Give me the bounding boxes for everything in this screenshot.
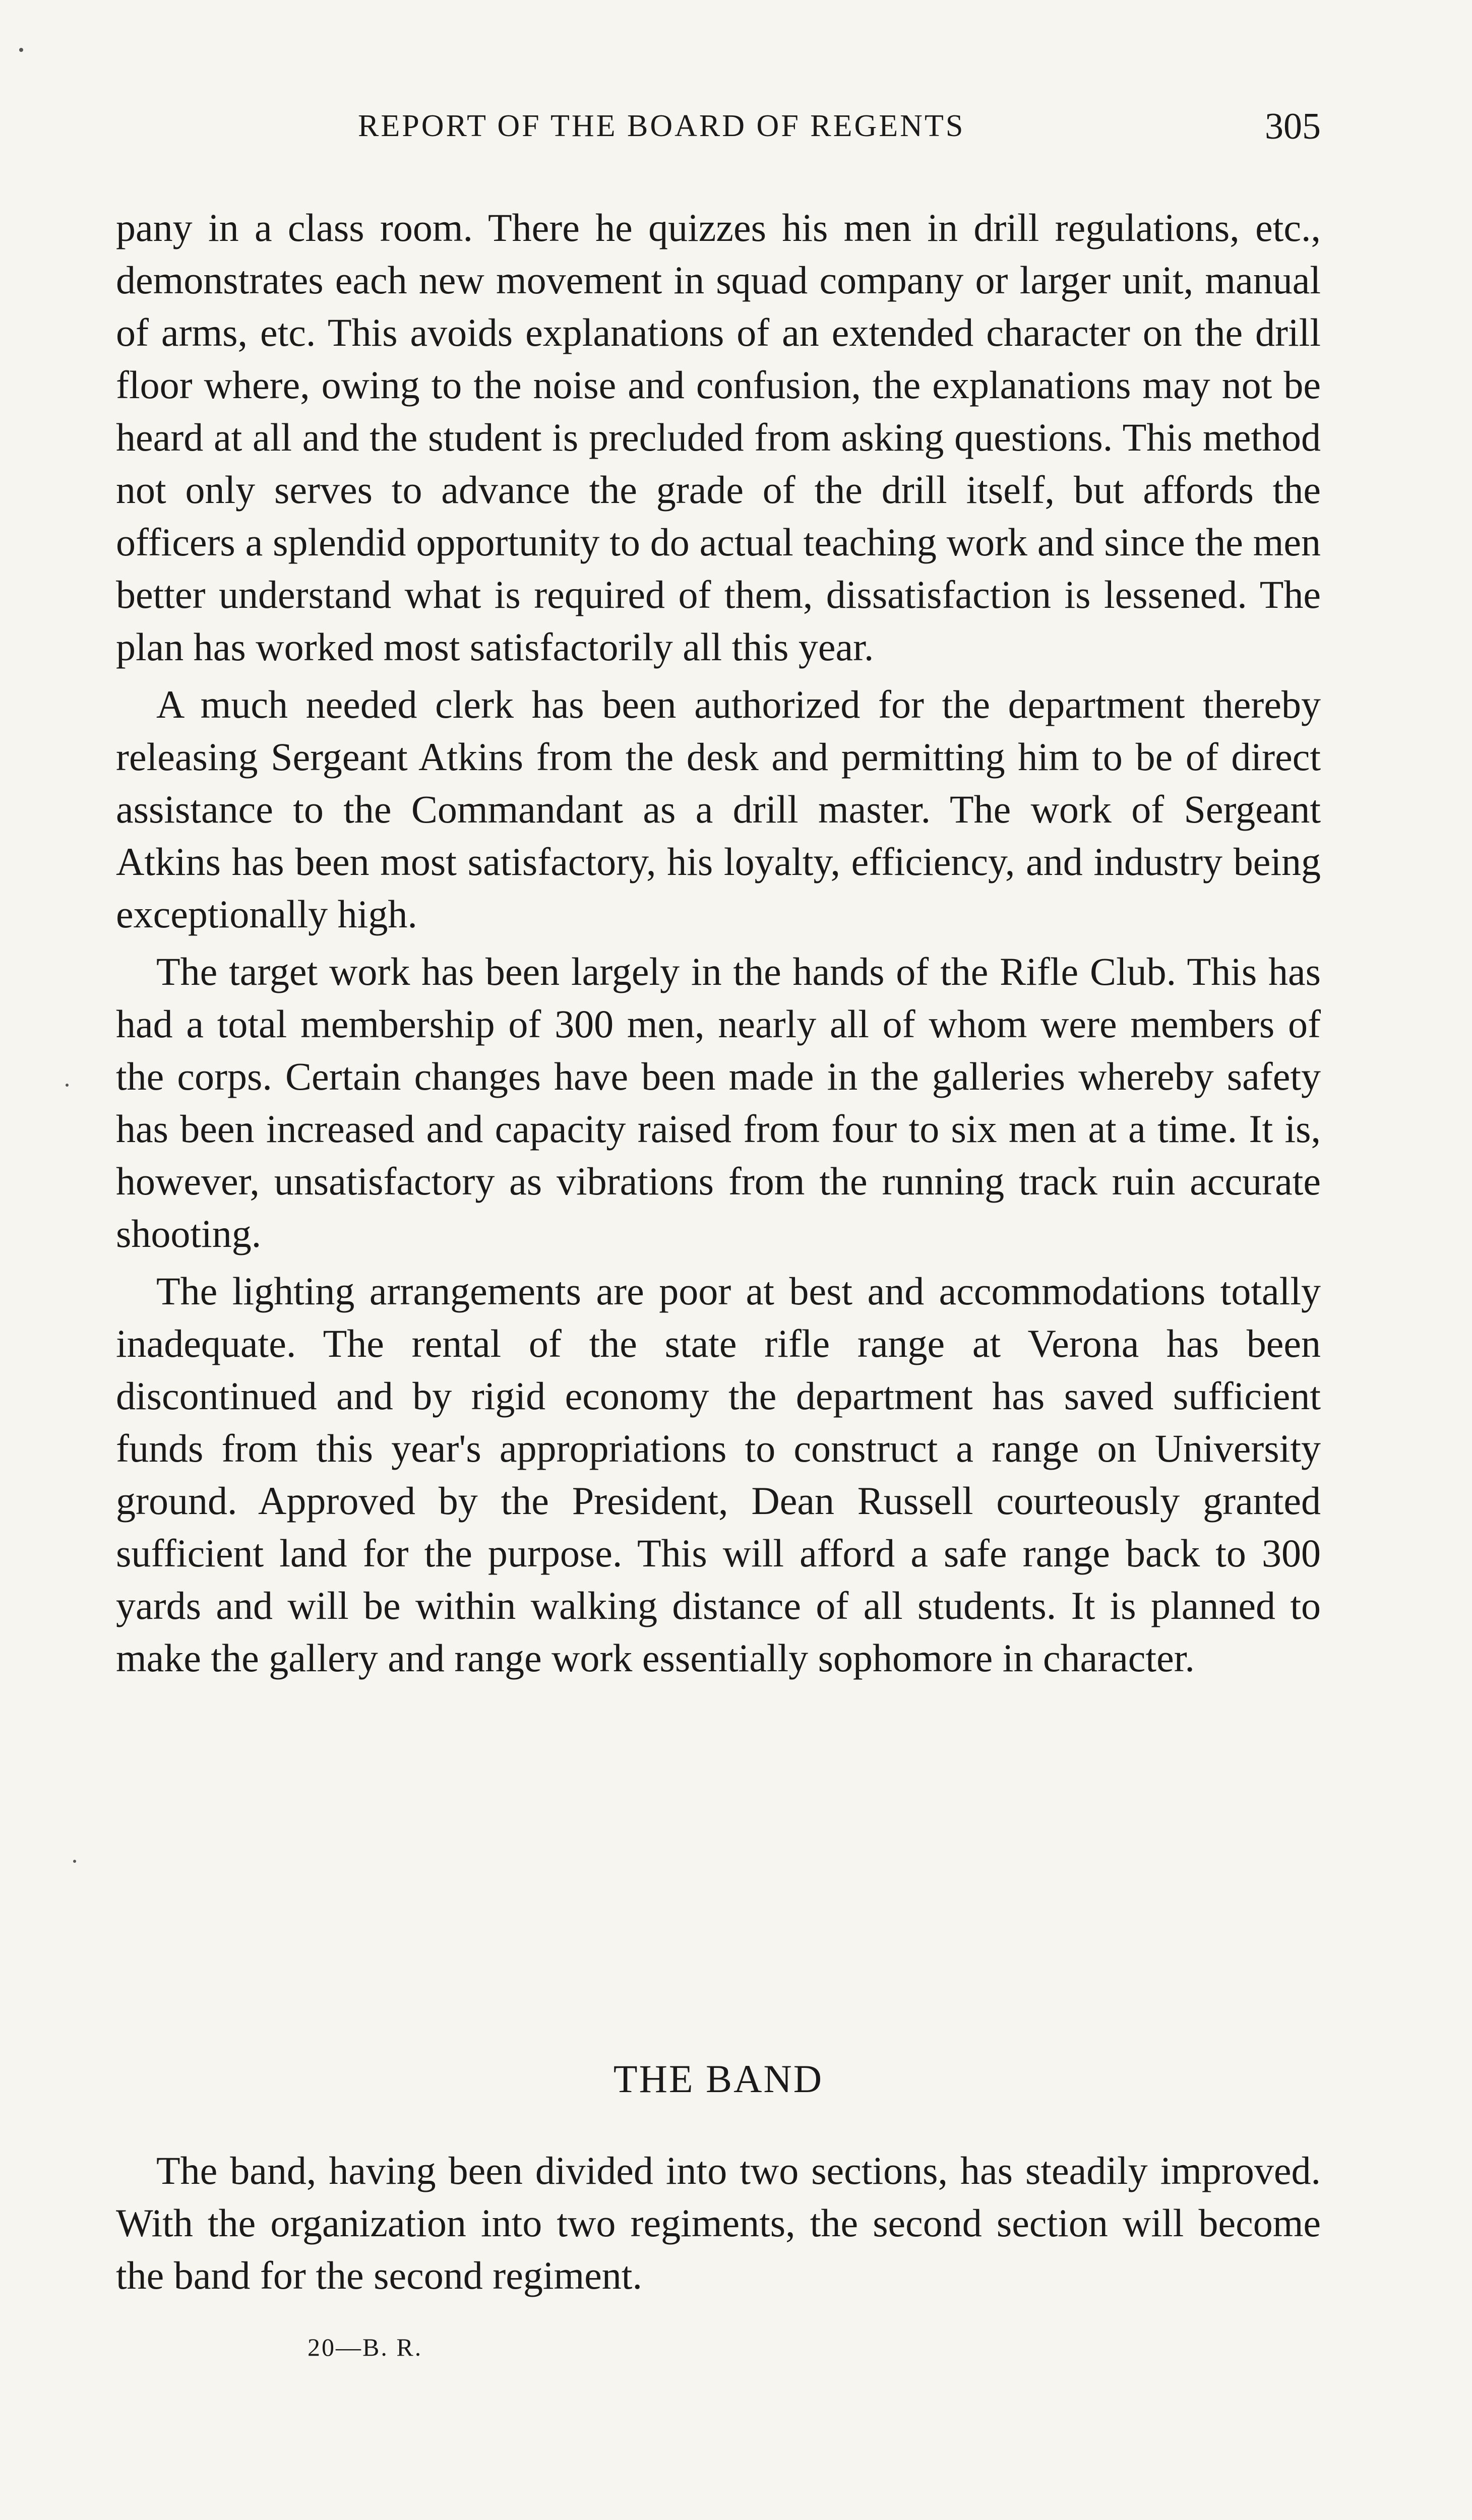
margin-speck xyxy=(19,48,23,52)
paragraph-band: The band, having been divided into two sections, has steadily improved. With the organization into two regiments, the second section will become the band for the second regiment. xyxy=(116,2149,1321,2297)
margin-speck xyxy=(66,1084,69,1087)
page-header xyxy=(116,108,1321,154)
page-number: 305 xyxy=(1265,106,1321,147)
running-head: REPORT OF THE BOARD OF REGENTS xyxy=(358,109,965,143)
paragraph-continuation: pany in a class room. There he quizzes his men in drill regulations, etc., demonstrates each new movement in squad company or larger unit, manual of arms, etc. This avoids explanations of an extended character on the drill floor where, owing to the noise and confusion, the explanations may not be heard at all and the student is precluded from asking questions. This method not only serves to advance the grade of the drill itself, but affords the officers a splendid opportunity to do actual teaching work and since the men better understand what is required of them, dissatisfaction is lessened. The plan has worked most satisfactorily all this year. xyxy=(116,206,1321,669)
signature-mark: 20—B. R. xyxy=(308,2333,423,2361)
paragraph-clerk: A much needed clerk has been authorized for the department thereby releasing Sergeant Atkins from the desk and permitting him to be of direct assistance to the Commandant as a drill master. The work of Sergeant Atkins has been most satisfactory, his loyalty, efficiency, and industry being exceptionally high. xyxy=(116,682,1321,936)
band-section-text xyxy=(116,2145,1321,2302)
paragraph-target-work: The target work has been largely in the hands of the Rifle Club. This has had a total membership of 300 men, nearly all of whom were members of the corps. Certain changes have been made in the galleries whereby safety has been increased and capacity raised from four to six men at a time. It is, however, unsatisfactory as vibrations from the running track ruin accurate shooting. xyxy=(116,950,1321,1255)
body-text xyxy=(116,202,1321,1689)
paragraph-lighting: The lighting arrangements are poor at best and accommodations totally inadequate. The rental of the state rifle range at Verona has been discontinued and by rigid economy the department has saved sufficient funds from this year's appropriations to construct a range on University ground. Approved by the President, Dean Russell courteously granted sufficient land for the purpose. This will afford a safe range back to 300 yards and will be within walking distance of all students. It is planned to make the gallery and range work essentially sophomore in character. xyxy=(116,1269,1321,1680)
section-heading: THE BAND xyxy=(613,2057,824,2101)
margin-speck xyxy=(73,1860,76,1863)
